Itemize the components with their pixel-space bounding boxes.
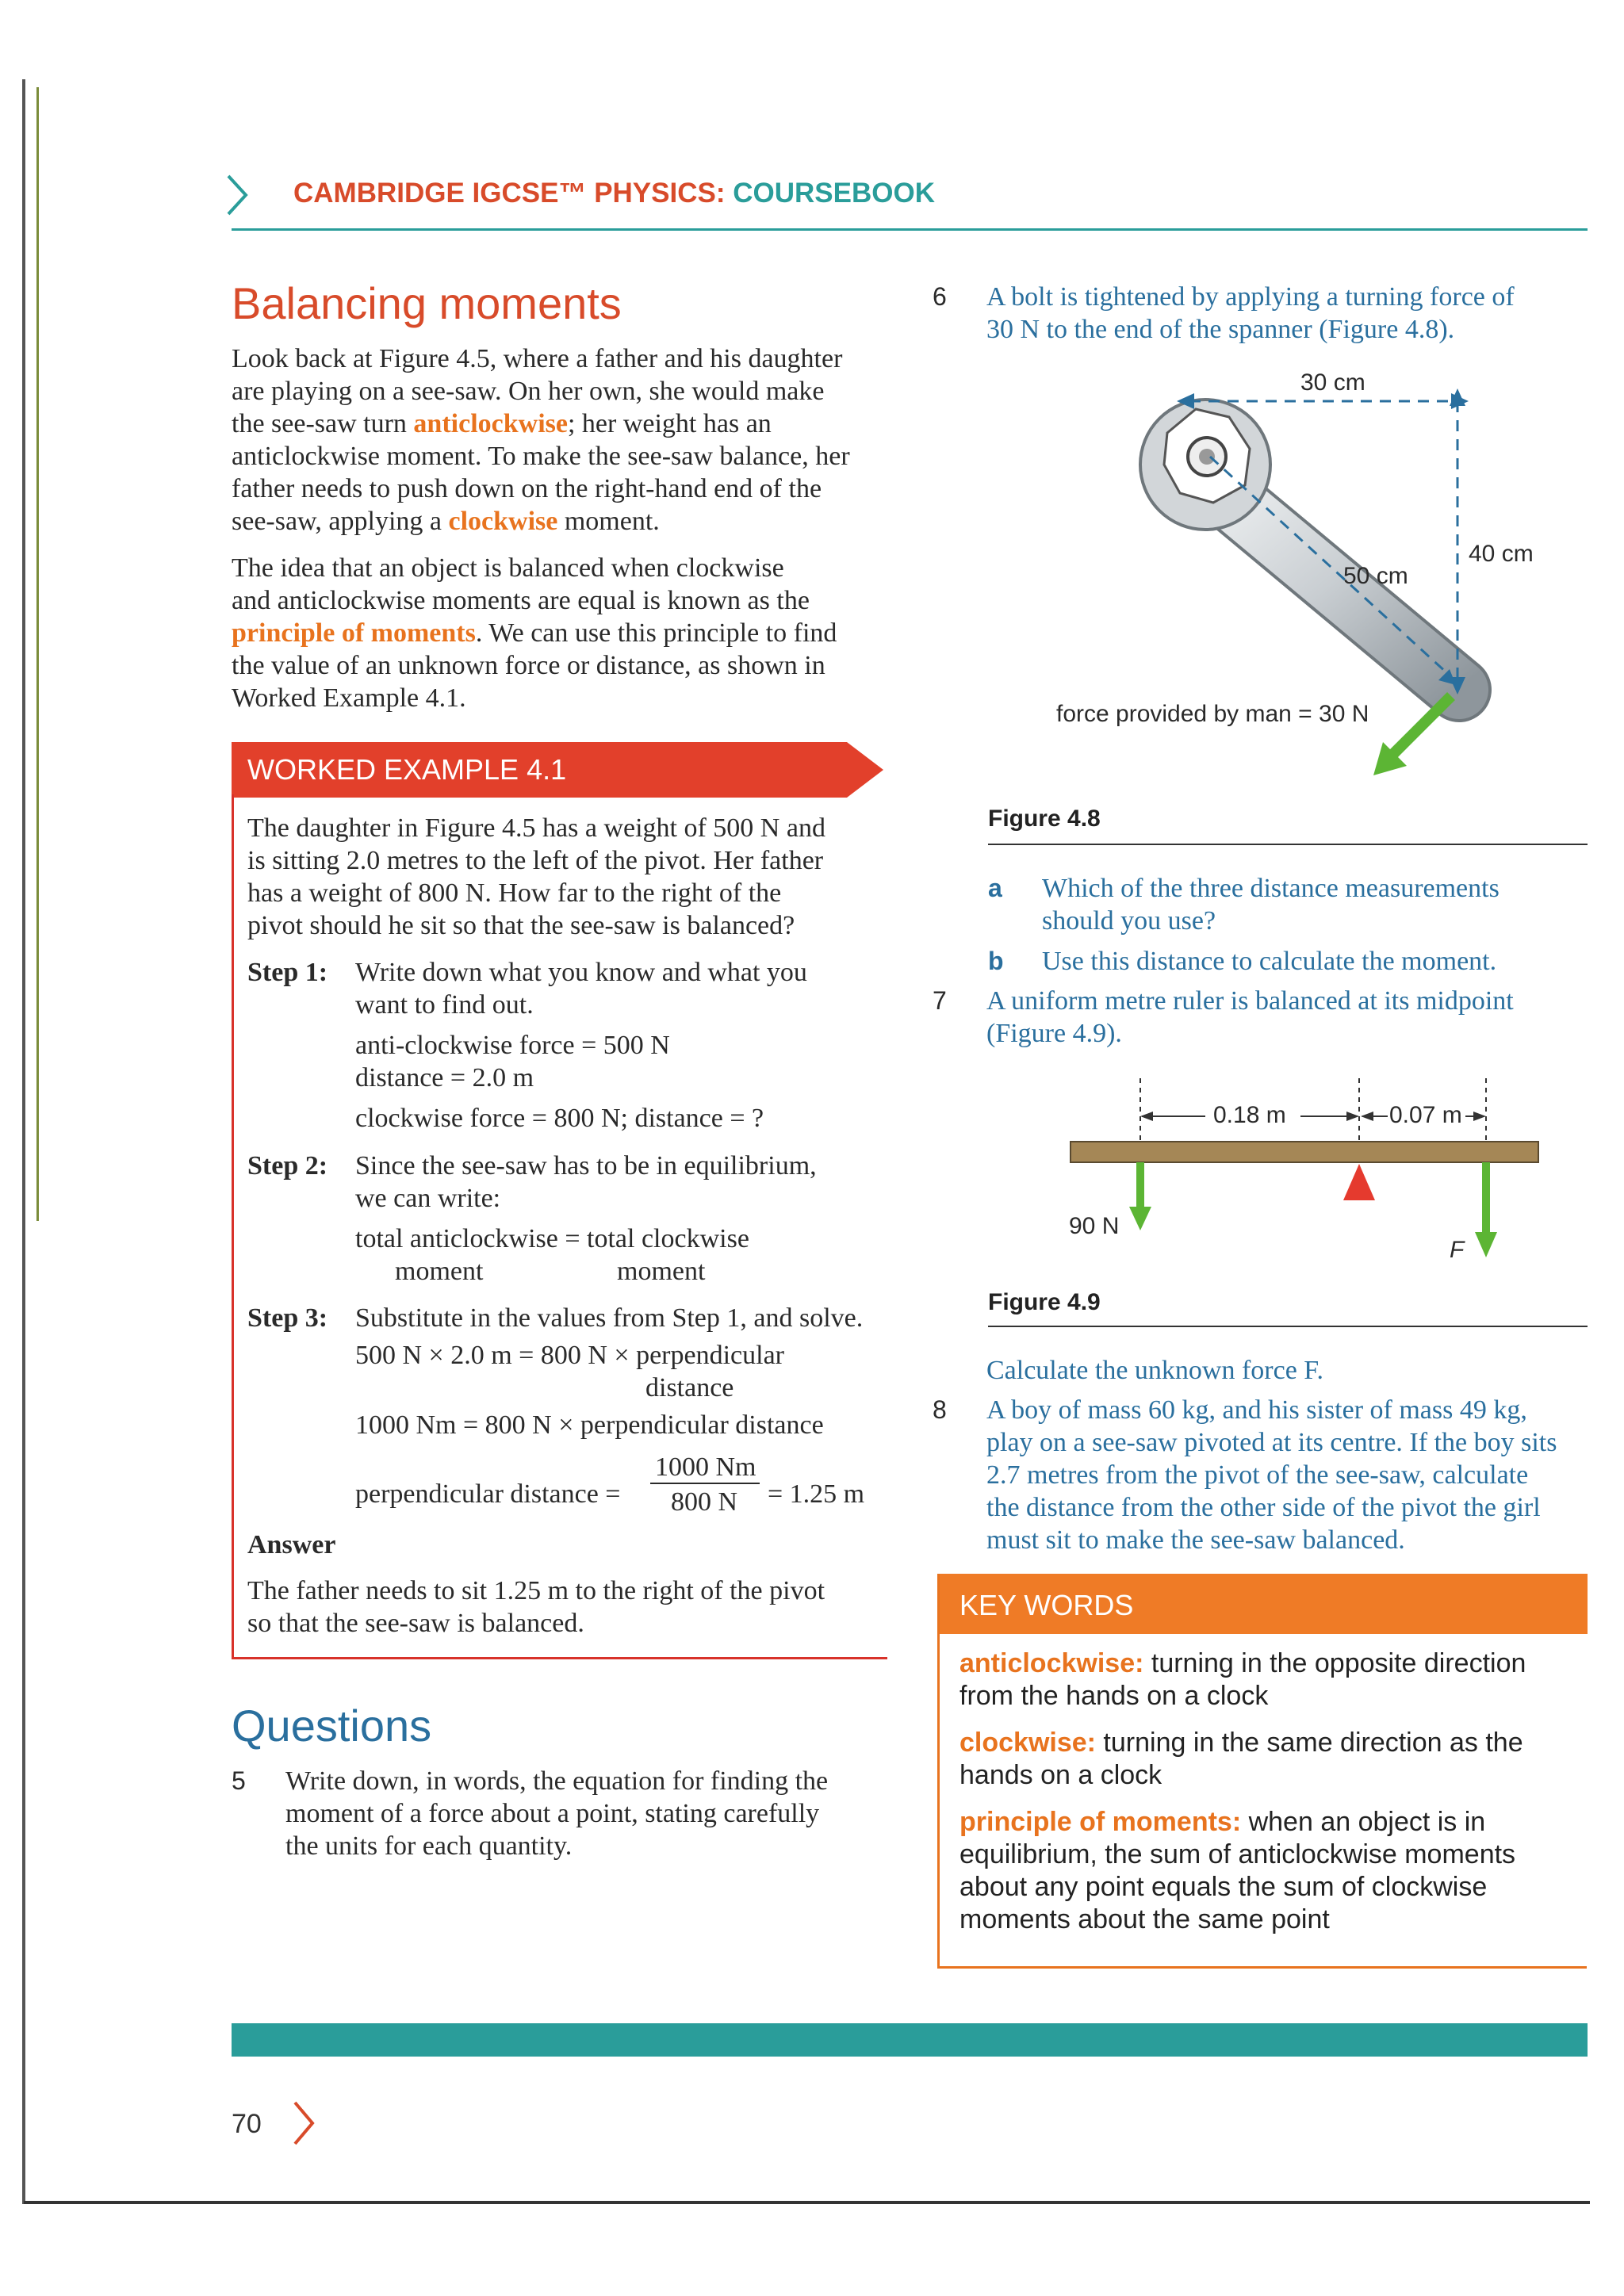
scan-edge-green xyxy=(36,87,39,1221)
section-heading: Balancing moments xyxy=(232,278,622,328)
footer-bar xyxy=(232,2023,1588,2057)
force-arrow-shaft xyxy=(1389,696,1451,758)
q6b-text: Use this distance to calculate the moment. xyxy=(1042,947,1497,976)
q6-number: 6 xyxy=(933,282,947,311)
q8-number: 8 xyxy=(933,1395,947,1424)
answer-label: Answer xyxy=(247,1530,336,1559)
figure-4-9-dim-018: 0.18 m xyxy=(1213,1102,1286,1128)
figure-4-8-force-label: force provided by man = 30 N xyxy=(1056,701,1369,727)
pivot-triangle xyxy=(1343,1164,1375,1200)
step1-label: Step 1: xyxy=(247,958,328,987)
step1-text: Write down what you know and what you want to find out. anti-clockwise force = 500 N distance = 2.0 m clockwise force = 800 N; distance = ? xyxy=(355,958,807,1133)
principle-paragraph: The idea that an object is balanced when clockwise and anticlockwise moments are equal is known as the principle of moments. We can use this principle to find the value of an unknown force or distance, as shown in Worked Example 4.1. xyxy=(232,553,837,713)
q5-text: Write down, in words, the equation for finding the moment of a force about a point, stating carefully the units for each quantity. xyxy=(285,1766,829,1861)
figure-4-9-ruler xyxy=(1063,1070,1554,1269)
spanner-body xyxy=(1140,400,1459,690)
figure-4-8-rule xyxy=(988,844,1588,845)
q7-number: 7 xyxy=(933,986,947,1015)
key-word-clockwise: clockwise: turning in the same direction as the hands on a clock xyxy=(959,1728,1523,1790)
worked-example-title: WORKED EXAMPLE 4.1 xyxy=(247,753,567,786)
page-number: 70 xyxy=(232,2109,262,2139)
figure-4-8-dim-40cm: 40 cm xyxy=(1469,541,1534,567)
figure-4-8-caption: Figure 4.8 xyxy=(988,806,1101,832)
chevron-right-icon xyxy=(290,2099,317,2147)
figure-4-9-force-f: F xyxy=(1450,1237,1465,1263)
q6b-letter: b xyxy=(988,947,1004,975)
header-title: CAMBRIDGE IGCSE™ PHYSICS: COURSEBOOK xyxy=(293,178,935,209)
figure-4-9-dim-007: 0.07 m xyxy=(1389,1102,1462,1128)
answer-text: The father needs to sit 1.25 m to the right of the pivot so that the see-saw is balanced. xyxy=(247,1576,825,1638)
force-90n-head xyxy=(1129,1207,1151,1230)
figure-4-8-dim-50cm: 50 cm xyxy=(1343,563,1408,589)
q5-number: 5 xyxy=(232,1766,246,1795)
figure-4-9-rule xyxy=(988,1326,1588,1327)
step2-text: Since the see-saw has to be in equilibrium, we can write: total anticlockwise = total clockwise moment moment xyxy=(355,1151,817,1286)
questions-heading: Questions xyxy=(232,1701,432,1751)
key-word-anticlockwise: anticlockwise: turning in the opposite direction from the hands on a clock xyxy=(959,1648,1526,1711)
metre-ruler-beam xyxy=(1071,1142,1538,1162)
intro-paragraph: Look back at Figure 4.5, where a father and his daughter are playing on a see-saw. On her own, she would make the see-saw turn anticlockwise; her weight has an anticlockwise moment. To make the see-saw balance, her father needs to push down on the right-hand end of the see-saw, applying a clockwise moment. xyxy=(232,344,850,536)
q7-text: A uniform metre ruler is balanced at its midpoint (Figure 4.9). xyxy=(986,986,1514,1048)
q6-text: A bolt is tightened by applying a turning force of 30 N to the end of the spanner (Figure 4.8). xyxy=(986,282,1515,344)
step3-label: Step 3: xyxy=(247,1303,328,1333)
figure-4-9-force-90n: 90 N xyxy=(1069,1213,1120,1239)
key-word-principle-of-moments: principle of moments: when an object is in equilibrium, the sum of anticlockwise moments about any point equals the sum of clockwise moments about the same point xyxy=(959,1807,1516,1934)
q7-calc: Calculate the unknown force F. xyxy=(986,1356,1323,1385)
q6a-letter: a xyxy=(988,874,1002,902)
scan-edge xyxy=(22,79,25,2204)
chevron-right-icon xyxy=(224,173,251,217)
step3-text: Substitute in the values from Step 1, and solve. 500 N × 2.0 m = 800 N × perpendicular distance 1000 Nm = 800 N × perpendicular distance xyxy=(355,1303,864,1440)
bottom-scan-line xyxy=(24,2201,1590,2204)
step3-fraction: perpendicular distance = 1000 Nm 800 N = 1.25 m xyxy=(355,1452,865,1517)
figure-4-8-dim-30cm: 30 cm xyxy=(1300,369,1365,396)
q6a-text: Which of the three distance measurements should you use? xyxy=(1042,874,1500,936)
key-words-title: KEY WORDS xyxy=(959,1589,1134,1621)
force-f-head xyxy=(1475,1232,1497,1257)
header-rule xyxy=(232,228,1588,231)
figure-4-9-caption: Figure 4.9 xyxy=(988,1289,1101,1315)
worked-example-intro: The daughter in Figure 4.5 has a weight of 500 N and is sitting 2.0 metres to the left of the pivot. Her father has a weight of 800 N. How far to the right of the pivot should he sit so that the see-saw is balanced? xyxy=(247,813,825,940)
q8-text: A boy of mass 60 kg, and his sister of mass 49 kg, play on a see-saw pivoted at its centre. If the boy sits 2.7 metres from the pivot of the see-saw, calculate the distance from the other side of the pivot the girl must sit to make the see-saw balanced. xyxy=(986,1395,1557,1555)
step2-label: Step 2: xyxy=(247,1151,328,1181)
